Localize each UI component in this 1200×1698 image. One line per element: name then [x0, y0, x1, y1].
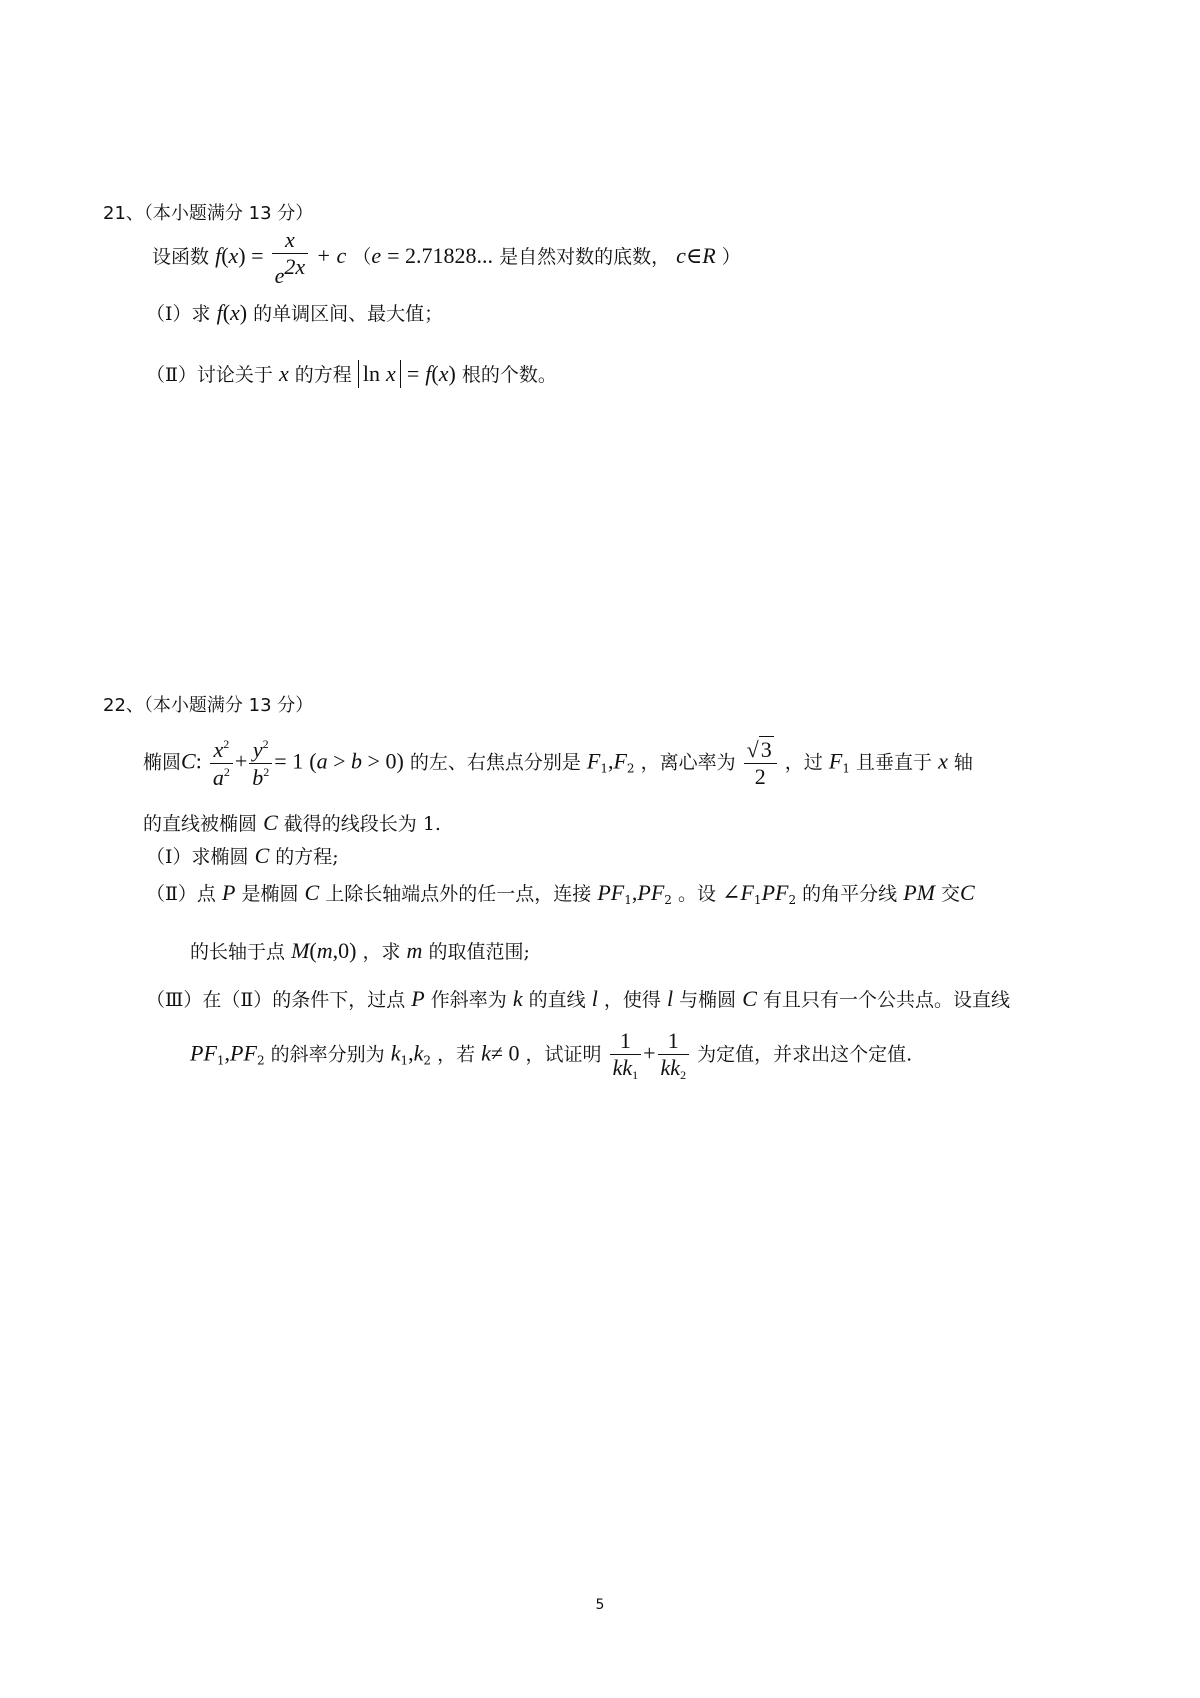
q21-part1: （Ⅰ）求 f(x) 的单调区间、最大值； — [146, 300, 444, 325]
q22-part2-line2: 的长轴于点 M(m,0) ，求 m 的取值范围; — [190, 938, 530, 963]
q22-intro-line2: 的直线被椭圆 C 截得的线段长为 1. — [143, 810, 441, 835]
q22-part3: （Ⅲ）在（Ⅱ）的条件下，过点 P 作斜率为 k 的直线 l ，使得 l 与椭圆 C 有且只有一个公共点。设直线 — [146, 986, 1010, 1011]
q21-part2: （Ⅱ）讨论关于 x 的方程 ln x = f(x) 根的个数。 — [146, 361, 557, 386]
q22-part1: （Ⅰ）求椭圆 C 的方程; — [146, 843, 339, 868]
x2-over-a2: $\frac{x^2}{a^2}$ — [210, 738, 233, 789]
page-number: 5 — [595, 1597, 605, 1613]
q21-header: 21、（本小题满分 13 分） — [103, 203, 314, 224]
sqrt3-over-2: $\frac{√3}{2}$ — [744, 739, 777, 788]
q21-intro: 设函数 f(x) = $\frac{x}{e^{2x}}$ + c （e = 2.71828... 是自然对数的底数， c∈R ） — [152, 227, 741, 288]
q22-header: 22、（本小题满分 13 分） — [103, 695, 314, 716]
y2-over-b2: $\frac{y^2}{b^2}$ — [249, 738, 272, 789]
abs-ln-x: ln x — [358, 360, 401, 388]
one-over-kk1: $\frac{1}{kk_1}$ — [610, 1030, 642, 1081]
one-over-kk2: $\frac{1}{kk_2}$ — [658, 1030, 690, 1081]
q21-fraction: $\frac{x}{e^{2x}}$ — [272, 229, 309, 287]
q22-part3-line2: $PF_1,PF_2$ 的斜率分别为 $k_1,k_2$ ，若 k≠ 0 ，试证明 $\frac{1}{kk_1}$ + $\frac{1}{kk_2}$ 为定值，并求出这个定值. — [190, 1028, 913, 1082]
q22-intro: 椭圆C: $\frac{x^2}{a^2}$ + $\frac{y^2}{b^2}$ = 1 (a > b > 0) 的左、右焦点分别是 $F_1,F_2$ ，离心率为 $\frac{√3}{2}$ ，过 $F_1$ 且垂直于 x 轴 — [143, 737, 973, 790]
q22-part2: （Ⅱ）点 P 是椭圆 C 上除长轴端点外的任一点，连接 $PF_1,PF_2$ 。设 $\angle F_1PF_2$ 的角平分线 PM 交C — [146, 880, 975, 907]
